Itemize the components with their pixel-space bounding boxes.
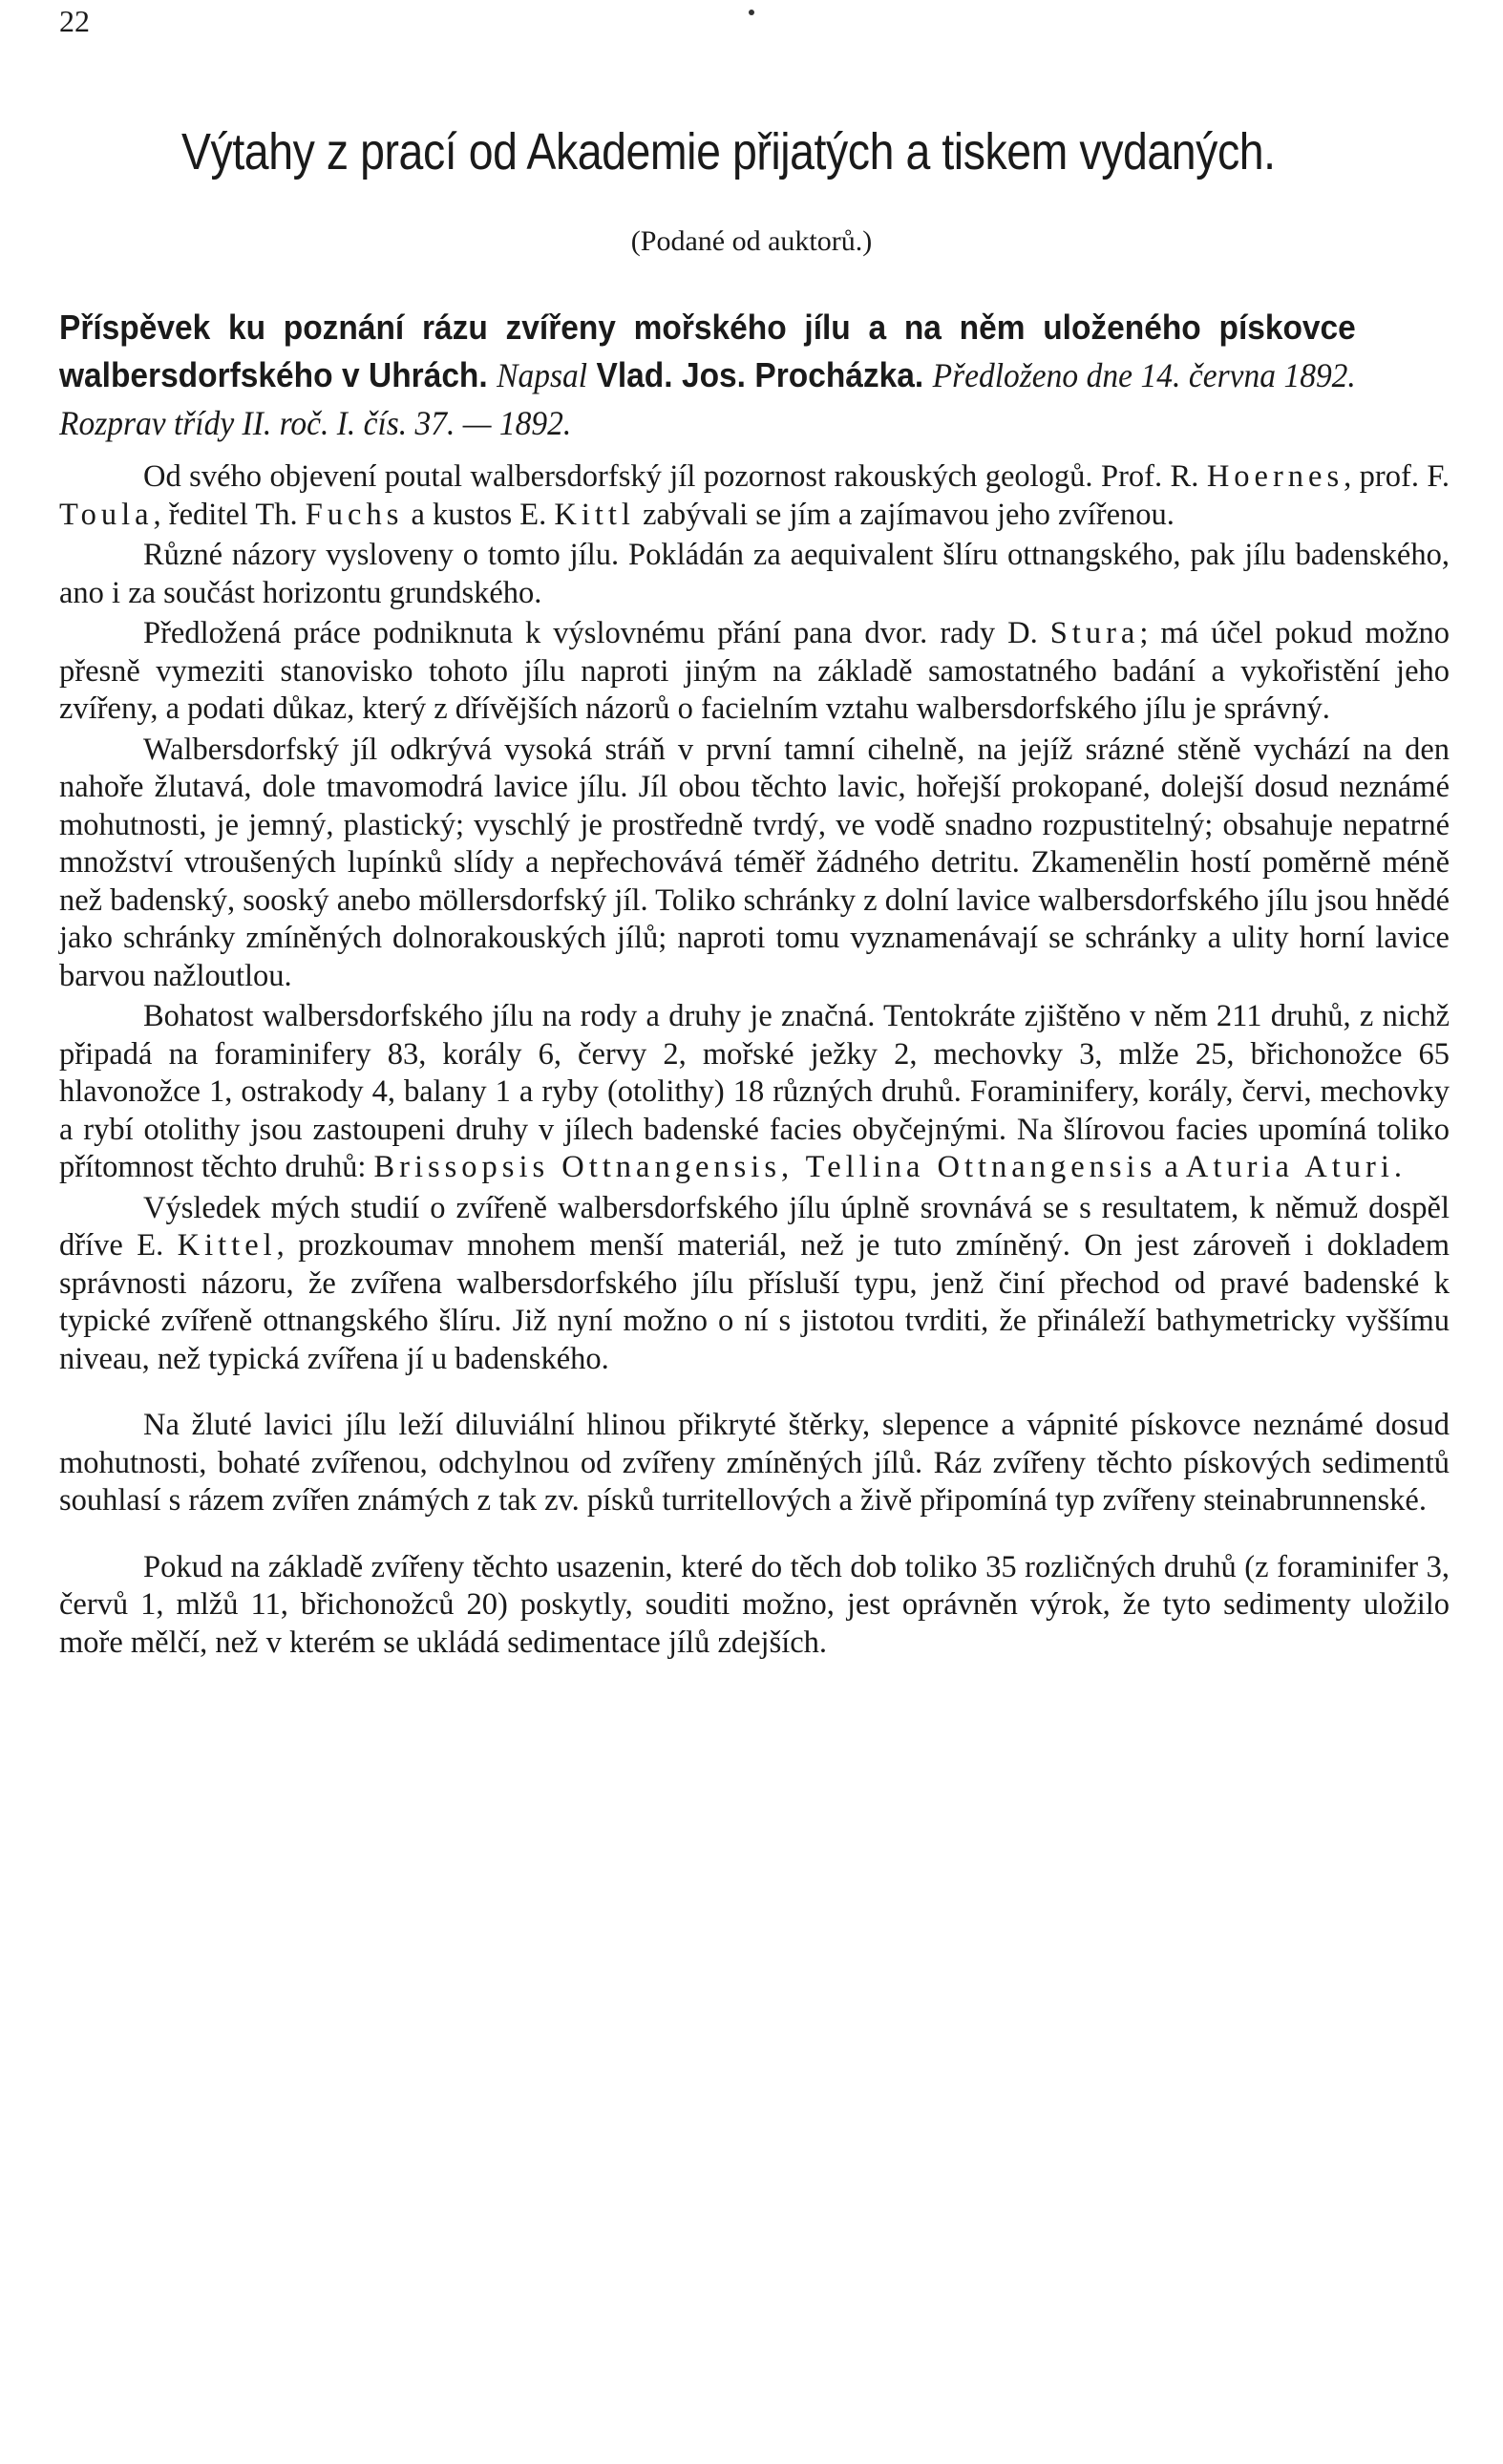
text-run: Výsledek mých studií o zvířeně walbersdorfského jílu úplně srovnává se s resultatem, k němuž dospěl dříve E. bbox=[59, 1190, 1450, 1263]
article-author: Vlad. Jos. Procházka. bbox=[596, 355, 924, 394]
article-reference: Předloženo dne 14. června 1892. Rozprav třídy II. roč. I. čís. 37. — 1892. bbox=[59, 356, 1356, 442]
person-name-hoernes: Hoernes bbox=[1206, 459, 1344, 494]
page-title: Výtahy z prací od Akademie přijatých a tiskem vydaných. bbox=[181, 123, 1276, 181]
print-dot bbox=[749, 10, 754, 15]
article-heading bbox=[59, 304, 1356, 447]
person-name-kittl: Kittl bbox=[554, 497, 635, 532]
text-run: a bbox=[1164, 1150, 1178, 1184]
page-number: 22 bbox=[59, 4, 90, 38]
text-run: . bbox=[1393, 1150, 1403, 1184]
paragraph-3 bbox=[59, 615, 1450, 729]
text-run: , ředitel Th. bbox=[153, 497, 298, 532]
subtitle: (Podané od auktorů.) bbox=[630, 225, 873, 257]
article-body bbox=[59, 458, 1450, 1665]
paragraph-5 bbox=[59, 998, 1450, 1187]
article-byline-prefix: Napsal bbox=[497, 356, 588, 394]
person-name-toula: Toula bbox=[59, 497, 154, 532]
text-run: , prozkoumav mnohem menší materiál, než je tuto zmíněný. On jest zároveň i dokladem správnosti názoru, že zvířena walbersdorfského jílu přísluší typu, jenž činí přechod od pravé badenské k typické zvířeně ottnangského šlíru. Již nyní možno o ní s jistotou tvrditi, že přináleží bathymetricky vyššímu niveau, než typická zvířena jí u badenského. bbox=[59, 1228, 1450, 1376]
text-run: ; má účel pokud možno přesně vymeziti stanovisko tohoto jílu naproti jiným na základě samostatného badání a vykořistění jeho zvířeny, a podati důkaz, který z dřívějších názorů o facielním vztahu walbersdorfského jílu je správný. bbox=[59, 616, 1450, 726]
text-run: a kustos E. bbox=[411, 497, 547, 532]
species-names-2: Aturia Aturi bbox=[1185, 1150, 1394, 1184]
paragraph-7: Na žluté lavici jílu leží diluviální hlinou přikryté štěrky, slepence a vápnité pískovce neznámé dosud mohutnosti, bohaté zvířenou, odchylnou od zvířeny zmíněných jílů. Ráz zvířeny těchto pískových sedimentů souhlasí s rázem zvířen známých z tak zv. písků turritellových a živě připomíná typ zvířeny steinabrunnenské. bbox=[59, 1408, 1450, 1518]
paragraph-2: Různé názory vysloveny o tomto jílu. Pokládán za aequivalent šlíru ottnangského, pak jílu badenského, ano i za součást horizontu grundského. bbox=[59, 538, 1450, 610]
text-run: Předložená práce podniknuta k výslovnému přání pana dvor. rady D. bbox=[143, 616, 1038, 650]
text-run: Bohatost walbersdorfského jílu na rody a druhy je značná. Tentokráte zjištěno v něm 211 druhů, z nichž připadá na foraminifery 83, korály 6, červy 2, mořské ježky 2, mechovky 3, mlže 25, břichonožce 65 hlavonožce 1, ostrakody 4, balany 1 a ryby (otolithy) 18 různých druhů. Foraminifery, korály, červi, mechovky a rybí otolithy jsou zastoupeni druhy v jílech badenské facies obyčejnými. Na šlírovou facies upomíná toliko přítomnost těchto druhů: bbox=[59, 999, 1450, 1184]
person-name-fuchs: Fuchs bbox=[305, 497, 404, 532]
article-title: Příspěvek ku poznání rázu zvířeny mořského jílu a na něm uloženého pískovce walbersdorfského v Uhrách. bbox=[59, 308, 1356, 394]
paragraph-6 bbox=[59, 1190, 1450, 1379]
person-name-kittel: Kittel bbox=[177, 1228, 277, 1263]
species-names-1: Brissopsis Ottnangensis, Tellina Ottnangensis bbox=[373, 1150, 1157, 1184]
text-run: , prof. F. bbox=[1344, 459, 1450, 494]
paragraph-1 bbox=[59, 458, 1450, 534]
person-name-stur: Stura bbox=[1049, 616, 1140, 650]
paragraph-8: Pokud na základě zvířeny těchto usazenin, které do těch dob toliko 35 rozličných druhů (z foraminifer 3, červů 1, mlžů 11, břichonožců 20) poskytly, souditi možno, jest oprávněn výrok, že tyto sedimenty uložilo moře mělčí, než v kterém se ukládá sedimentace jílů zdejších. bbox=[59, 1549, 1450, 1660]
text-run: zabývali se jím a zajímavou jeho zvířenou. bbox=[643, 497, 1175, 532]
text-run: Od svého objevení poutal walbersdorfský jíl pozornost rakouských geologů. Prof. R. bbox=[143, 459, 1199, 494]
paragraph-4: Walbersdorfský jíl odkrývá vysoká stráň v první tamní cihelně, na jejíž srázné stěně vychází na den nahoře žlutavá, dole tmavomodrá lavice jílu. Jíl obou těchto lavic, hořejší prokopané, dolejší dosud neznámé mohutnosti, je jemný, plastický; vyschlý je prostředně tvrdý, ve vodě snadno rozpustitelný; obsahuje nepatrné množství vtroušených lupínků slídy a nepřechovává téměř žádného detritu. Zkamenělin hostí poměrně méně než badenský, sooský anebo möllersdorfský jíl. Toliko schránky z dolní lavice walbersdorfského jílu jsou hnědé jako schránky zmíněných dolnorakouských jílů; naproti tomu vyznamenávají se schránky a ulity horní lavice barvou nažloutlou. bbox=[59, 732, 1450, 993]
